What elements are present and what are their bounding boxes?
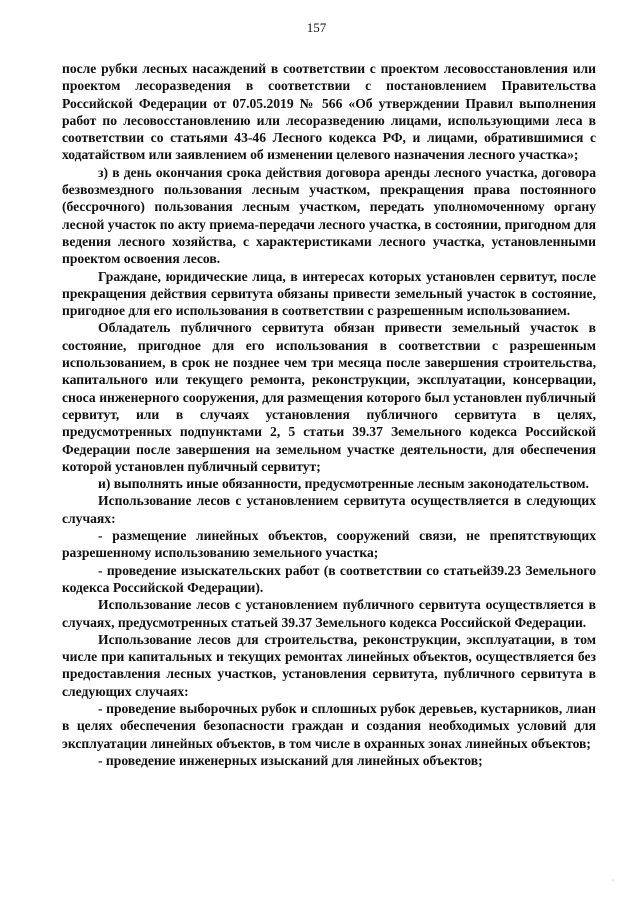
paragraph: Обладатель публичного сервитута обязан привести земельный участок в состояние, пригодное для его использования в соответствии с разрешенным использованием, в срок не позднее чем три месяца после завершения строительства, капитального или текущего ремонта, реконструкции, эксплуатации, консервации, сноса инженерного сооружения, для размещения которого был установлен публичный сервитут, или в случаях установления публичного сервитута в целях, предусмотренных подпунктами 2, 5 статьи 39.37 Земельного кодекса Российской Федерации после завершения на земельном участке деятельности, для обеспечения которой установлен публичный сервитут; [62,320,596,474]
paragraph: - проведение выборочных рубок и сплошных рубок деревьев, кустарников, лиан в целях обеспечения безопасности граждан и создания необходимых условий для эксплуатации линейных объектов, в том числе в охранных зонах линейных объектов; [62,700,596,751]
paragraph: - проведение изыскательских работ (в соответствии со статьей39.23 Земельного кодекса Российской Федерации). [62,562,596,595]
paragraph: - размещение линейных объектов, сооружений связи, не препятствующих разрешенному использованию земельного участка; [62,528,596,561]
paragraph: Использование лесов с установлением сервитута осуществляется в следующих случаях: [62,493,596,526]
paragraph: и) выполнять иные обязанности, предусмотренные лесным законодательством. [98,476,589,492]
paragraph: - проведение инженерных изысканий для линейных объектов; [98,752,483,768]
paragraph: Использование лесов для строительства, реконструкции, эксплуатации, в том числе при капитальных и текущих ремонтах линейных объектов, осуществляется без предоставления лесных участков, установления сервитута, публичного сервитута в следующих случаях: [62,631,596,699]
document-body [62,60,596,769]
paragraph: Граждане, юридические лица, в интересах которых установлен сервитут, после прекращения действия сервитута обязаны привести земельный участок в состояние, пригодное для его использования в соответствии с разрешенным использованием. [62,268,596,319]
paragraph: з) в день окончания срока действия договора аренды лесного участка, договора безвозмездного пользования лесным участком, прекращения права постоянного (бессрочного) пользования лесным участком, передать уполномоченному органу лесной участок по акту приема-передачи лесного участка, в состоянии, пригодном для ведения лесного хозяйства, с характеристиками лесного участка, установленными проектом освоения лесов. [62,164,596,267]
page-number: 157 [306,20,327,35]
paragraph: Использование лесов с установлением публичного сервитута осуществляется в случаях, предусмотренных статьей 39.37 Земельного кодекса Российской Федерации. [62,597,596,630]
paragraph: после рубки лесных насаждений в соответствии с проектом лесовосстановления или проектом лесоразведения в соответствии с постановлением Правительства Российской Федерации от 07.05.2019 № 566 «Об утверждении Правил выполнения работ по лесовосстановлению или лесоразведению лицами, использующими леса в соответствии со статьями 43-46 Лесного кодекса РФ, и лицами, обратившимися с ходатайством или заявлением об изменении целевого назначения лесного участка»; [62,61,596,163]
corner-mark-icon: ◦ [611,875,615,885]
